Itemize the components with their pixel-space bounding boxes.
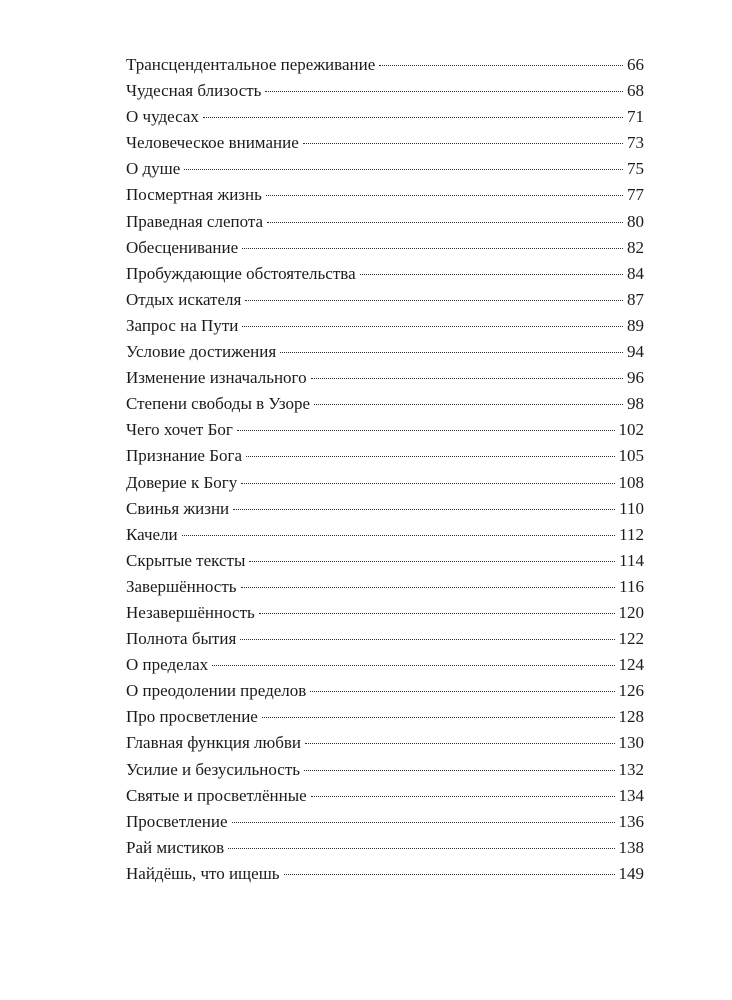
toc-dot-leader <box>241 483 614 484</box>
toc-entry <box>126 574 644 600</box>
toc-entry-title: Скрытые тексты <box>126 550 246 570</box>
toc-entry-title: Условие достижения <box>126 342 277 362</box>
toc-entry-title: Рай мистиков <box>126 837 225 857</box>
toc-entry-title: Главная функция любви <box>126 733 301 753</box>
toc-entry-title: Признание Бога <box>126 446 243 466</box>
toc-entry-title: Пробуждающие обстоятельства <box>126 263 356 283</box>
toc-entry-page-number: 89 <box>627 315 644 335</box>
toc-entry-title: Святые и просветлённые <box>126 785 307 805</box>
toc-dot-leader <box>311 796 615 797</box>
toc-entry-page-number: 105 <box>618 446 644 466</box>
toc-entry-page-number: 77 <box>627 185 644 205</box>
toc-dot-leader <box>259 613 615 614</box>
toc-entry <box>126 443 644 469</box>
toc-entry-title: Завершённость <box>126 576 237 596</box>
toc-entry-page-number: 138 <box>618 837 644 857</box>
toc-entry-page-number: 128 <box>618 707 644 727</box>
toc-entry-title: О чудесах <box>126 107 199 127</box>
toc-entry-title: Посмертная жизнь <box>126 185 262 205</box>
toc-entry <box>126 339 644 365</box>
toc-entry-page-number: 87 <box>627 289 644 309</box>
toc-entry <box>126 626 644 652</box>
toc-entry-title: Усилие и безусильность <box>126 759 301 779</box>
toc-dot-leader <box>305 743 615 744</box>
toc-dot-leader <box>303 143 623 144</box>
toc-entry <box>126 730 644 756</box>
toc-entry-title: Про просветление <box>126 707 258 727</box>
toc-dot-leader <box>284 874 615 875</box>
toc-entry-title: О душе <box>126 159 181 179</box>
toc-entry-title: Обесценивание <box>126 237 239 257</box>
toc-entry <box>126 52 644 78</box>
toc-entry-title: Качели <box>126 524 178 544</box>
toc-entry-title: Человеческое внимание <box>126 133 299 153</box>
table-of-contents <box>126 52 644 887</box>
toc-entry-page-number: 108 <box>618 472 644 492</box>
toc-dot-leader <box>241 587 616 588</box>
toc-dot-leader <box>245 300 623 301</box>
toc-entry <box>126 678 644 704</box>
toc-entry <box>126 704 644 730</box>
toc-entry-page-number: 110 <box>619 498 644 518</box>
toc-entry-page-number: 136 <box>618 811 644 831</box>
toc-entry <box>126 809 644 835</box>
toc-entry <box>126 757 644 783</box>
toc-entry <box>126 313 644 339</box>
toc-entry-title: Свинья жизни <box>126 498 230 518</box>
toc-entry <box>126 548 644 574</box>
toc-entry <box>126 861 644 887</box>
toc-entry-page-number: 134 <box>618 785 644 805</box>
toc-dot-leader <box>240 639 614 640</box>
toc-entry-title: Чего хочет Бог <box>126 420 233 440</box>
toc-entry <box>126 522 644 548</box>
toc-entry-page-number: 66 <box>627 55 644 74</box>
toc-entry-page-number: 80 <box>627 211 644 231</box>
toc-entry <box>126 783 644 809</box>
toc-dot-leader <box>266 195 623 196</box>
toc-entry-page-number: 94 <box>627 342 644 362</box>
toc-entry-title: Полнота бытия <box>126 629 237 649</box>
toc-entry-title: Отдых искателя <box>126 289 242 309</box>
toc-entry-title: Просветление <box>126 811 228 831</box>
toc-dot-leader <box>379 65 623 66</box>
toc-dot-leader <box>228 848 614 849</box>
toc-entry <box>126 209 644 235</box>
toc-entry-title: Чудесная близость <box>126 81 262 101</box>
toc-entry-page-number: 73 <box>627 133 644 153</box>
toc-dot-leader <box>311 378 623 379</box>
toc-entry <box>126 417 644 443</box>
toc-entry <box>126 182 644 208</box>
toc-entry <box>126 261 644 287</box>
toc-dot-leader <box>237 430 615 431</box>
toc-entry-page-number: 114 <box>619 550 644 570</box>
toc-dot-leader <box>242 248 623 249</box>
toc-dot-leader <box>182 535 615 536</box>
toc-dot-leader <box>184 169 623 170</box>
toc-entry-page-number: 124 <box>618 655 644 675</box>
toc-dot-leader <box>304 770 614 771</box>
toc-entry <box>126 835 644 861</box>
toc-entry-page-number: 149 <box>618 863 644 883</box>
toc-entry <box>126 78 644 104</box>
toc-entry-page-number: 68 <box>627 81 644 101</box>
toc-dot-leader <box>232 822 615 823</box>
toc-dot-leader <box>242 326 623 327</box>
toc-dot-leader <box>360 274 623 275</box>
toc-entry <box>126 652 644 678</box>
toc-dot-leader <box>212 665 614 666</box>
toc-entry <box>126 600 644 626</box>
toc-dot-leader <box>310 691 614 692</box>
toc-entry <box>126 104 644 130</box>
toc-entry-title: Трансцендентальное переживание <box>126 55 376 74</box>
toc-entry-page-number: 102 <box>618 420 644 440</box>
toc-entry <box>126 365 644 391</box>
toc-entry <box>126 156 644 182</box>
toc-entry <box>126 130 644 156</box>
toc-entry-page-number: 75 <box>627 159 644 179</box>
toc-dot-leader <box>233 509 615 510</box>
toc-dot-leader <box>262 717 615 718</box>
toc-dot-leader <box>265 91 623 92</box>
toc-entry-page-number: 132 <box>618 759 644 779</box>
toc-entry-page-number: 82 <box>627 237 644 257</box>
toc-entry <box>126 391 644 417</box>
toc-entry-title: О преодолении пределов <box>126 681 307 701</box>
toc-entry-page-number: 120 <box>618 602 644 622</box>
toc-entry-title: О пределах <box>126 655 209 675</box>
toc-entry-title: Незавершённость <box>126 602 255 622</box>
toc-entry-title: Изменение изначального <box>126 368 307 388</box>
toc-dot-leader <box>246 456 614 457</box>
toc-dot-leader <box>280 352 623 353</box>
toc-entry-title: Запрос на Пути <box>126 315 239 335</box>
toc-dot-leader <box>249 561 615 562</box>
toc-dot-leader <box>267 222 623 223</box>
toc-entry-page-number: 130 <box>618 733 644 753</box>
toc-entry-page-number: 112 <box>619 524 644 544</box>
toc-entry-page-number: 71 <box>627 107 644 127</box>
toc-entry-title: Доверие к Богу <box>126 472 238 492</box>
toc-entry <box>126 235 644 261</box>
toc-entry <box>126 496 644 522</box>
toc-entry-title: Праведная слепота <box>126 211 264 231</box>
toc-entry-title: Степени свободы в Узоре <box>126 394 311 414</box>
toc-entry <box>126 470 644 496</box>
toc-entry-page-number: 84 <box>627 263 644 283</box>
toc-entry-title: Найдёшь, что ищешь <box>126 863 280 883</box>
toc-entry-page-number: 116 <box>619 576 644 596</box>
toc-entry-page-number: 122 <box>618 629 644 649</box>
toc-entry-page-number: 96 <box>627 368 644 388</box>
toc-dot-leader <box>314 404 623 405</box>
toc-entry-page-number: 126 <box>618 681 644 701</box>
toc-entry <box>126 287 644 313</box>
toc-dot-leader <box>203 117 623 118</box>
toc-entry-page-number: 98 <box>627 394 644 414</box>
